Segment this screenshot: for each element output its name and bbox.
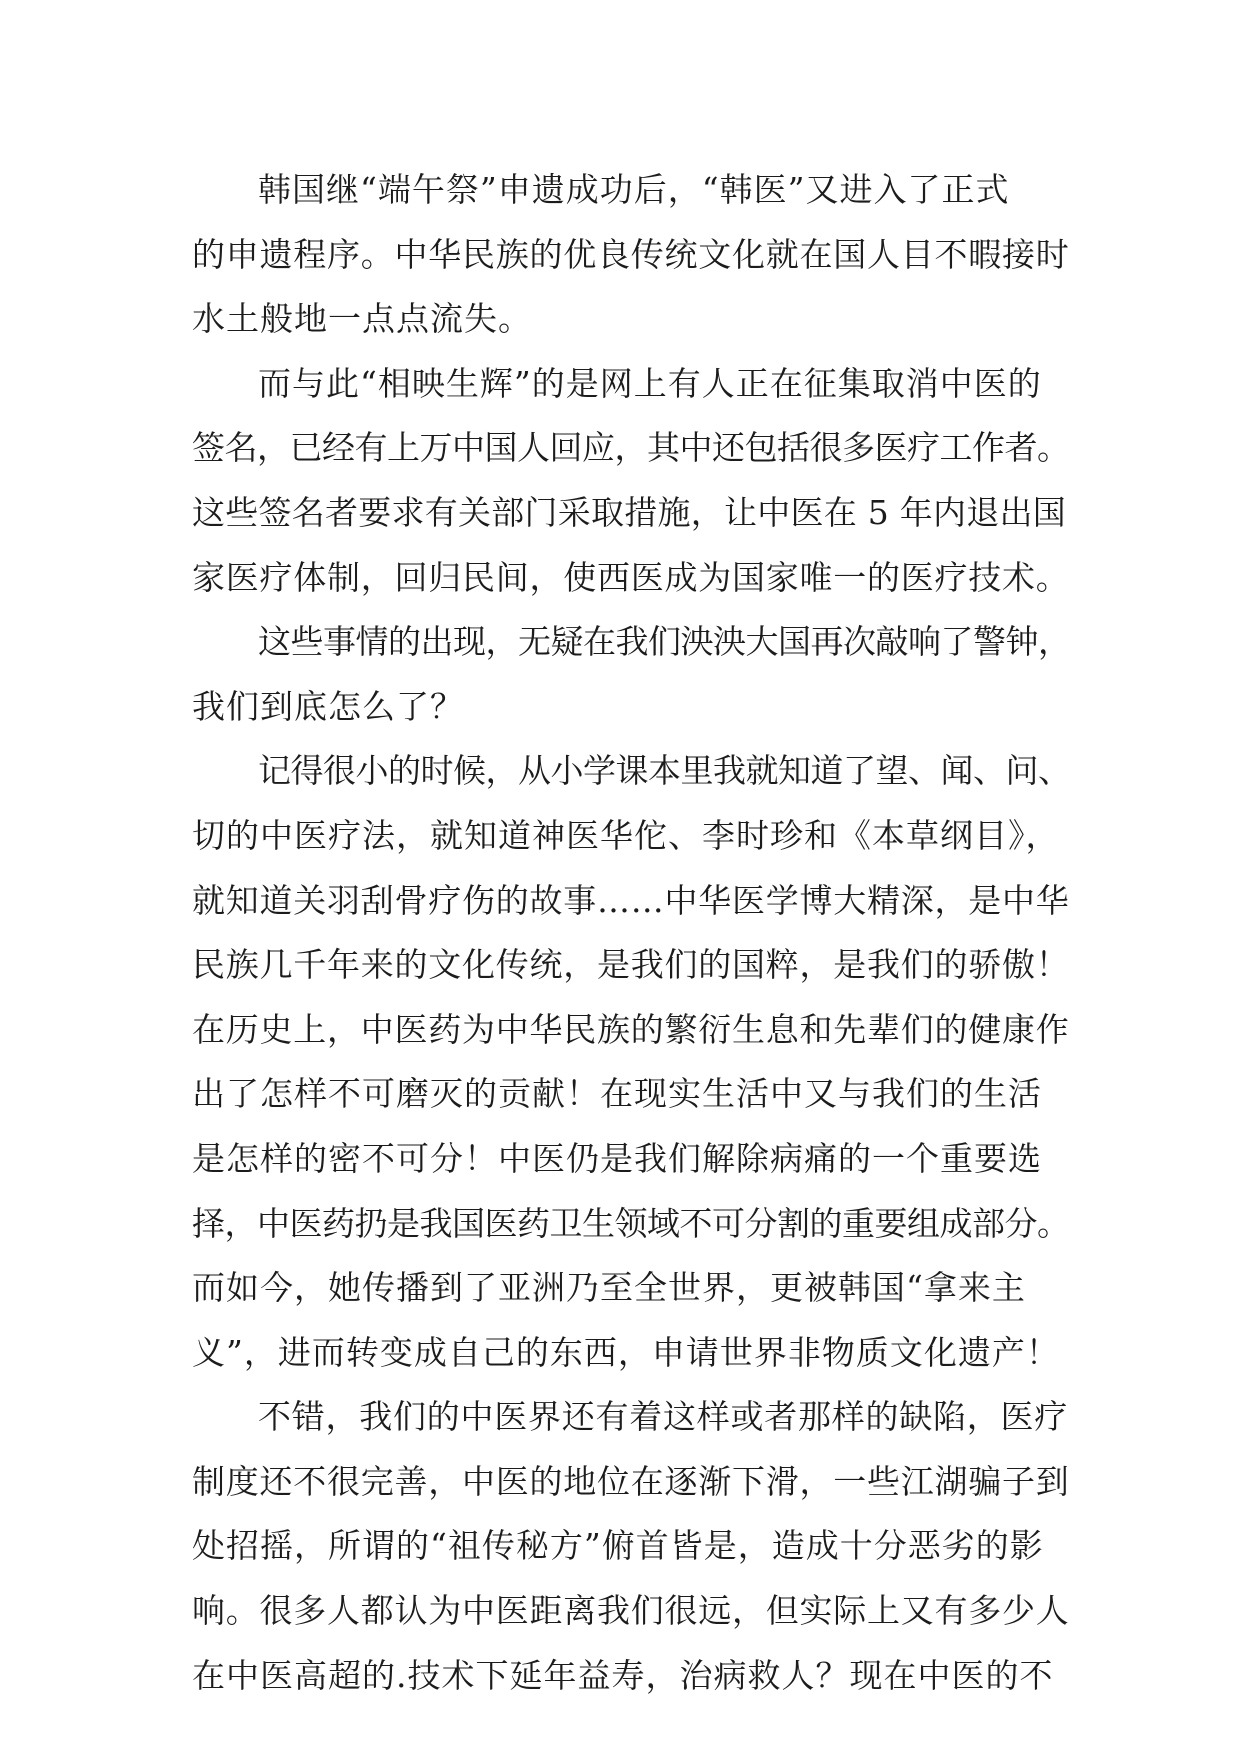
paragraph-first-line: 而与此“相映生辉”的是网上有人正在征集取消中医的 — [258, 363, 1042, 403]
text-line: 我们到底怎么了？ — [192, 686, 464, 726]
text-line: 民族几千年来的文化传统，是我们的国粹，是我们的骄傲！ — [192, 945, 1070, 985]
paragraph-first-line: 韩国继“端午祭”申遗成功后，“韩医”又进入了正式 — [258, 170, 1010, 209]
text-line: 的申遗程序。中华民族的优良传统文化就在国人目不暇接时 — [192, 234, 1070, 274]
text-line: 而如今，她传播到了亚洲乃至全世界，更被韩国“拿来主 — [192, 1268, 1026, 1308]
text-line: 处招摇，所谓的“祖传秘方”俯首皆是，造成十分恶劣的影 — [192, 1526, 1044, 1566]
text-line: 义”，进而转变成自己的东西，申请世界非物质文化遗产！ — [192, 1332, 1060, 1372]
text-line: 出了怎样不可磨灭的贡献！在现实生活中又与我们的生活 — [192, 1074, 1042, 1114]
text-line: 在历史上，中医药为中华民族的繁衍生息和先辈们的健康作 — [192, 1009, 1070, 1049]
text-line: 水土般地一点点流失。 — [192, 299, 532, 339]
text-line: 择，中医药扔是我国医药卫生领域不可分割的重要组成部分。 — [192, 1203, 1070, 1243]
paragraph-first-line: 记得很小的时候，从小学课本里我就知道了望、闻、问、 — [258, 751, 1071, 791]
text-line: 家医疗体制，回归民间，使西医成为国家唯一的医疗技术。 — [192, 557, 1070, 597]
text-line: 就知道关羽刮骨疗伤的故事……中华医学博大精深，是中华 — [192, 880, 1070, 920]
paragraph-first-line: 不错，我们的中医界还有着这样或者那样的缺陷，医疗 — [258, 1397, 1068, 1437]
text-line: 切的中医疗法，就知道神医华佗、李时珍和《本草纲目》， — [192, 815, 1060, 855]
text-line: 响。很多人都认为中医距离我们很远，但实际上又有多少人 — [192, 1591, 1070, 1631]
paragraph-first-line: 这些事情的出现，无疑在我们泱泱大国再次敲响了警钟， — [258, 622, 1071, 662]
text-line: 制度还不很完善，中医的地位在逐渐下滑，一些江湖骗子到 — [192, 1461, 1070, 1501]
text-line: 在中医高超的.技术下延年益寿，治病救人？现在中医的不 — [192, 1655, 1054, 1695]
body-text — [192, 158, 1072, 1708]
text-line: 是怎样的密不可分！中医仍是我们解除病痛的一个重要选 — [192, 1138, 1042, 1178]
text-line: 签名，已经有上万中国人回应，其中还包括很多医疗工作者。 — [192, 428, 1070, 468]
text-line: 这些签名者要求有关部门采取措施，让中医在 5 年内退出国 — [192, 492, 1066, 532]
